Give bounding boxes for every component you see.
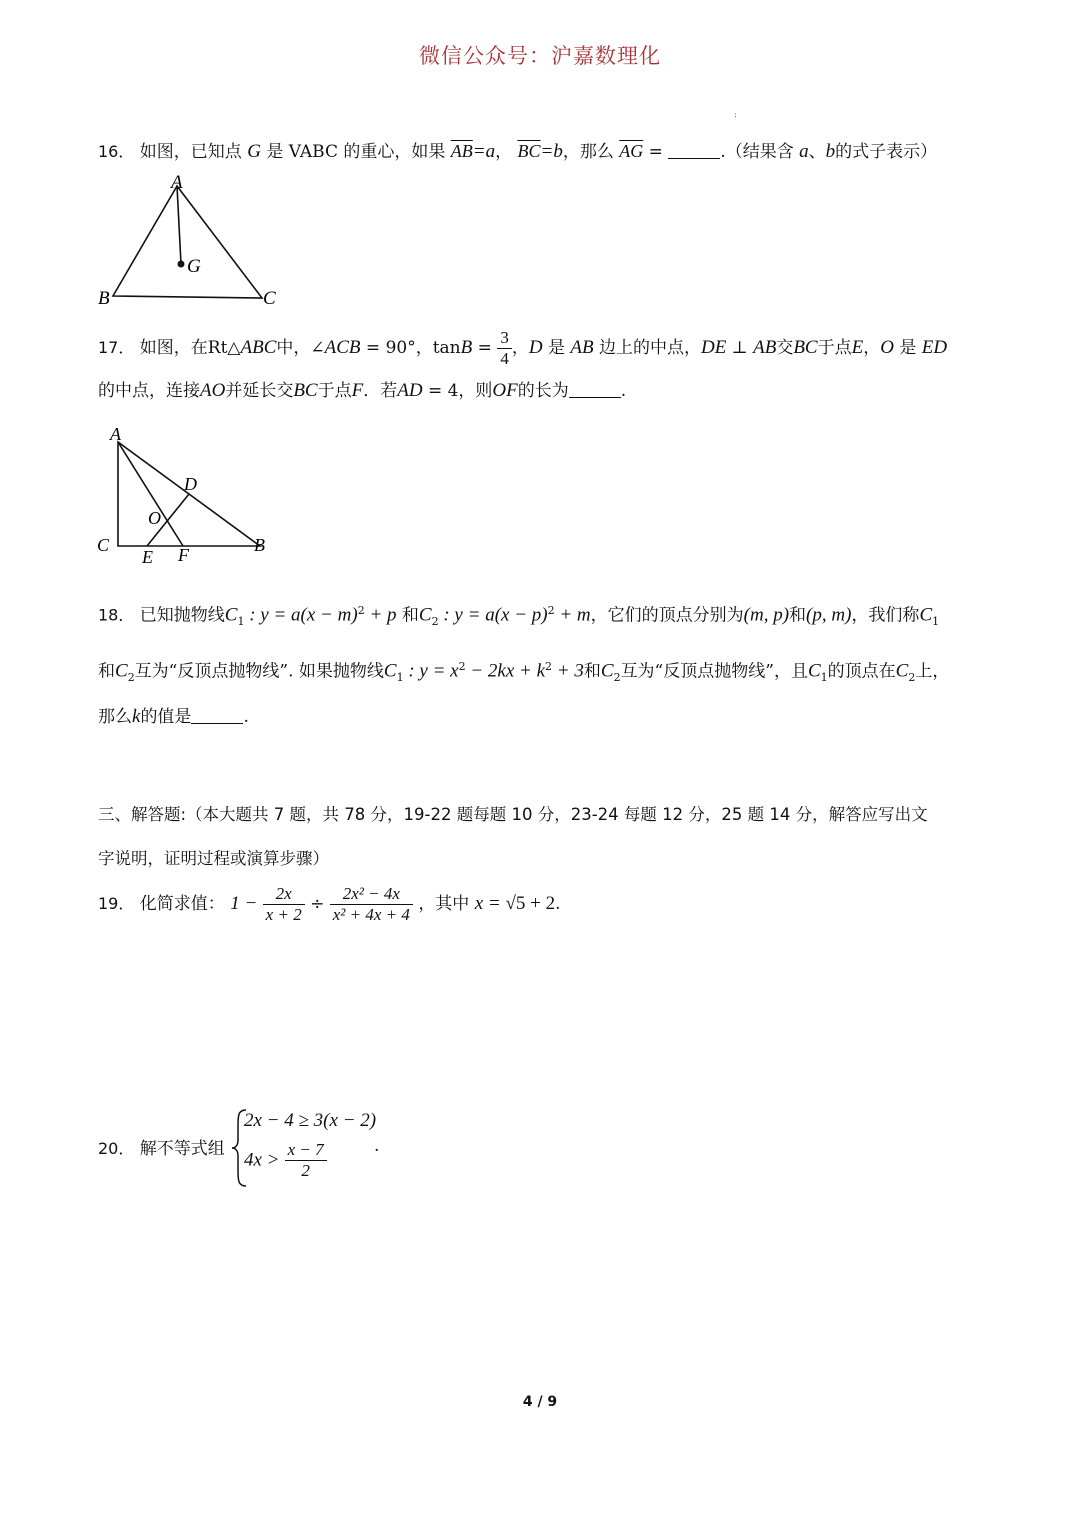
text: ， — [511, 338, 529, 358]
text: 交 — [776, 338, 794, 358]
text: = 4，则 — [422, 381, 493, 401]
text: 的中点，连接 — [98, 381, 200, 401]
equals: = — [643, 142, 669, 162]
text: . — [243, 707, 249, 727]
math: ED — [921, 337, 948, 358]
text: .（结果含 — [720, 142, 794, 162]
subscript: 1 — [237, 615, 245, 629]
vertex-b-label: B — [98, 288, 110, 309]
text: 互为“反顶点抛物线”，且 — [620, 661, 808, 682]
text: 中，∠ — [276, 338, 325, 358]
centroid-point — [178, 261, 185, 268]
math: AB — [753, 337, 777, 358]
numerator: 2x² − 4x — [330, 884, 413, 905]
math: BC — [293, 380, 318, 401]
triangle-abc — [113, 186, 262, 298]
text: 的顶点在 — [827, 661, 896, 682]
math: AD — [397, 380, 423, 401]
text: . — [555, 894, 561, 914]
math: ACB — [324, 337, 361, 358]
denominator: x² + 4x + 4 — [332, 905, 410, 924]
text: 如图，已知点 — [139, 142, 242, 162]
text: 的长为 — [517, 381, 569, 401]
question-number: 16． — [98, 142, 135, 161]
numerator: x − 7 — [285, 1140, 327, 1161]
math: AO — [200, 380, 226, 401]
subscript: 2 — [431, 615, 439, 629]
subscript: 2 — [613, 671, 621, 685]
text: 、 — [808, 142, 826, 162]
figure-triangle-centroid — [95, 172, 285, 312]
math: AB — [570, 337, 594, 358]
vector-a-symbol: a — [799, 141, 809, 162]
vertex-a-label: A — [171, 172, 183, 193]
text: ，它们的顶点分别为 — [590, 605, 744, 626]
question-number: 18． — [98, 605, 135, 625]
text: = 90°，tan — [360, 338, 461, 358]
question-16-text — [98, 138, 937, 165]
math: C — [224, 604, 238, 626]
answer-blank[interactable] — [569, 379, 621, 398]
math: C — [919, 604, 933, 626]
vector-b-symbol: b — [825, 141, 836, 162]
text: 边上的中点， — [598, 338, 701, 358]
superscript: 2 — [547, 604, 555, 617]
text: 的重心，如果 — [343, 142, 446, 162]
vertex-b-label: B — [254, 535, 265, 555]
question-18-line-2 — [98, 654, 949, 691]
question-20-label — [98, 1136, 225, 1162]
math: OF — [492, 380, 518, 401]
formula: : y = a(x − m) — [244, 604, 358, 626]
formula: (p, m) — [806, 604, 852, 626]
fraction-2 — [330, 884, 413, 925]
denominator: 2 — [301, 1161, 310, 1180]
question-number: 20． — [98, 1139, 135, 1158]
math: D — [528, 337, 543, 358]
numerator: 2x — [263, 884, 305, 905]
text: 是 — [547, 338, 565, 358]
question-number: 19． — [98, 894, 135, 913]
math: C — [807, 660, 821, 682]
vector-b: =b — [540, 141, 563, 162]
superscript: 2 — [357, 604, 365, 617]
vector-bc: $\overline{BC}$ — [517, 141, 541, 161]
text: 的值是 — [140, 707, 192, 727]
text: 并延长交 — [225, 381, 294, 401]
text: ， — [863, 338, 881, 358]
text: 是 — [899, 338, 917, 358]
text: 和 — [98, 661, 115, 682]
vertex-c-label: C — [263, 288, 276, 309]
formula: (m, p) — [743, 604, 790, 626]
denominator: 4 — [500, 349, 509, 368]
question-19-text — [98, 884, 561, 925]
math: C — [895, 660, 909, 682]
subscript: 1 — [396, 671, 404, 685]
text: 上， — [915, 661, 950, 682]
text: ，那么 — [562, 142, 614, 162]
text: 于点 — [317, 381, 352, 401]
text: 那么 — [98, 707, 132, 727]
section-3-heading-line-1: 三、解答题:（本大题共 7 题，共 78 分，19-22 题每题 10 分，23-24 每题 12 分，25 题 14 分，解答应写出文 — [98, 805, 928, 824]
numerator: 3 — [497, 328, 512, 349]
text: 化简求值： — [139, 894, 225, 914]
math: C — [115, 660, 128, 682]
text: 和 — [583, 661, 601, 682]
stray-mark: : — [734, 110, 737, 119]
math: F — [351, 380, 364, 401]
question-17-line-1 — [98, 328, 947, 369]
subscript: 1 — [932, 615, 940, 629]
formula: 4x > — [244, 1149, 280, 1171]
text: 和 — [789, 605, 807, 626]
text: ，我们称 — [851, 605, 920, 626]
text: 的式子表示） — [835, 142, 938, 162]
answer-blank[interactable] — [191, 705, 243, 724]
inequality-2 — [244, 1140, 327, 1181]
subscript: 2 — [127, 671, 135, 685]
median-line — [177, 186, 181, 264]
vertex-c-label: C — [97, 535, 110, 555]
question-number: 17． — [98, 338, 135, 357]
text: 于点 — [817, 338, 852, 358]
question-17-line-2 — [98, 378, 626, 404]
math: B — [460, 337, 473, 358]
subscript: 2 — [908, 671, 916, 685]
period: . — [374, 1136, 380, 1156]
text: ．若 — [363, 381, 398, 401]
point-o-label: O — [148, 508, 161, 528]
point-g-label: G — [187, 256, 201, 277]
text: 和 — [401, 605, 419, 626]
text: 如图，在Rt△ — [139, 338, 241, 358]
text: 解不等式组 — [139, 1139, 225, 1159]
fraction-three-quarters — [497, 328, 512, 369]
formula: : y = x — [403, 660, 459, 682]
math: E — [851, 337, 864, 358]
math: C — [418, 604, 432, 626]
inequality-1: 2x − 4 ≥ 3(x − 2) — [244, 1110, 377, 1131]
math: BC — [793, 337, 818, 358]
math: O — [880, 337, 894, 358]
formula: − 2kx + k — [465, 660, 546, 682]
math: C — [600, 660, 614, 682]
formula: x = — [474, 893, 506, 914]
subscript: 1 — [820, 671, 828, 685]
vertex-a-label: A — [110, 424, 121, 444]
vector-a: =a — [472, 141, 496, 162]
point-d-label: D — [184, 474, 197, 494]
triangle-label: VABC — [288, 142, 338, 162]
math: k — [132, 706, 141, 727]
text: ， — [495, 142, 513, 162]
fraction — [285, 1140, 327, 1181]
sqrt: √5 — [505, 893, 526, 914]
point-f-label: F — [178, 545, 189, 565]
formula: : y = a(x − p) — [438, 604, 548, 626]
text: ，其中 — [418, 894, 470, 914]
denominator: x + 2 — [265, 905, 302, 924]
formula: 1 − — [230, 893, 258, 914]
math: ABC — [240, 337, 277, 358]
section-3-heading-line-2: 字说明，证明过程或演算步骤） — [98, 849, 329, 868]
superscript: 2 — [545, 660, 553, 673]
point-label: G — [247, 141, 261, 162]
answer-blank[interactable] — [668, 140, 720, 159]
formula: + 2 — [525, 893, 556, 914]
question-18-line-1 — [98, 598, 939, 635]
text: ⊥ — [726, 338, 754, 358]
page-header-title: 微信公众号：沪嘉数理化 — [419, 44, 661, 68]
text: 已知抛物线 — [139, 605, 225, 626]
math: C — [383, 660, 397, 682]
text: 是 — [266, 142, 284, 162]
superscript: 2 — [458, 660, 466, 673]
text: 互为“反顶点抛物线”. 如果抛物线 — [134, 661, 384, 682]
point-e-label: E — [142, 547, 153, 567]
question-18-line-3 — [98, 704, 249, 730]
divide-sign: ÷ — [310, 894, 325, 914]
formula: + m — [554, 604, 591, 626]
page-number: 4 / 9 — [522, 1394, 558, 1410]
line-af — [118, 442, 183, 546]
math: DE — [700, 337, 727, 358]
formula: + 3 — [552, 660, 584, 682]
vector-ag: $\overline{AG}$ — [619, 141, 644, 161]
text: . — [620, 381, 627, 401]
formula: + p — [364, 604, 397, 626]
text: = — [472, 338, 498, 358]
fraction-1 — [263, 884, 305, 925]
figure-right-triangle — [92, 420, 282, 570]
vector-ab: $\overline{AB}$ — [450, 141, 473, 161]
